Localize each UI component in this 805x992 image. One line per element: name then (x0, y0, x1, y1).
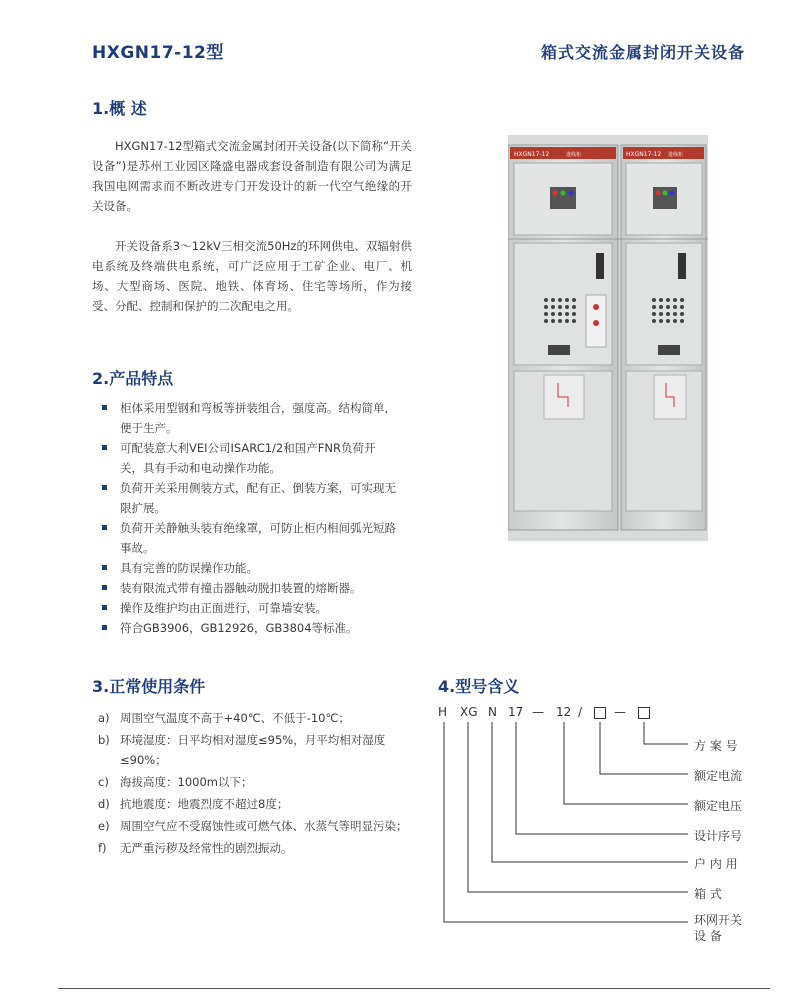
document-title: 箱式交流金属封闭开关设备 (540, 43, 745, 62)
condition-mark: b) (98, 733, 110, 747)
features-heading: 2.产品特点 (92, 369, 174, 388)
feature-item: 负荷开关静触头装有绝缘罩，可防止柜内相间弧光短路事故。 (98, 518, 398, 558)
label-equipment: 设 备 (694, 929, 722, 943)
condition-mark: c) (98, 775, 109, 789)
condition-mark: e) (98, 819, 110, 833)
condition-mark: f) (98, 841, 107, 855)
label-indoor: 户 内 用 (694, 857, 738, 871)
code-part-12: 12 (556, 705, 572, 719)
condition-mark: a) (98, 711, 110, 725)
right-nameplate: HXGN17-12 (626, 151, 662, 158)
label-box-type: 箱 式 (694, 887, 722, 901)
code-part-17: 17 (508, 705, 524, 719)
feature-item: 操作及维护均由正面进行，可靠墙安装。 (98, 598, 398, 618)
code-part-xg: XG (460, 705, 478, 719)
feature-item: 装有限流式带有撞击器触动脱扣装置的熔断器。 (98, 578, 398, 598)
condition-mark: d) (98, 797, 110, 811)
bottom-rule (58, 988, 770, 989)
code-part-n: N (488, 705, 497, 719)
condition-text: 海拔高度：1000m以下； (120, 775, 253, 789)
code-dash-1: — (532, 705, 544, 719)
code-slash: / (578, 705, 583, 719)
conditions-heading: 3.正常使用条件 (92, 677, 206, 696)
code-dash-2: — (614, 705, 626, 719)
overview-heading: 1.概 述 (92, 99, 147, 118)
feature-item: 具有完善的防误操作功能。 (98, 558, 398, 578)
model-header: HXGN17-12型 (92, 43, 224, 63)
label-scheme-number: 方 案 号 (694, 739, 738, 753)
overview-paragraph-2: 开关设备系3～12kV三相交流50Hz的环网供电、双辐射供电系统及终端供电系统，可广泛应用于工矿企业、电厂、机场、大型商场、医院、地铁、体育场、住宅等场所，作为接受、分配、控制和保护的二次配电之用。 (92, 239, 412, 313)
condition-text: 无严重污秽及经常性的剧烈振动。 (120, 841, 293, 855)
feature-item: 符合GB3906，GB12926，GB3804等标准。 (98, 618, 398, 638)
feature-item: 负荷开关采用侧装方式，配有正、倒装方案，可实现无限扩展。 (98, 478, 398, 518)
right-tag: 进线柜 (668, 152, 684, 158)
label-rated-current: 额定电流 (694, 769, 743, 783)
label-design-serial: 设计序号 (694, 829, 743, 843)
model-meaning-heading: 4.型号含义 (438, 677, 520, 696)
condition-text: 环境湿度：日平均相对湿度≤95%，月平均相对湿度≤90%； (120, 733, 386, 767)
label-rated-voltage: 额定电压 (694, 799, 743, 813)
label-ring-switch: 环网开关 (694, 913, 743, 927)
left-tag: 进线柜 (566, 152, 582, 158)
condition-text: 周围空气应不受腐蚀性或可燃气体、水蒸气等明显污染； (120, 819, 408, 833)
condition-text: 周围空气温度不高于+40℃、不低于-10℃； (120, 711, 350, 725)
condition-text: 抗地震度：地震烈度不超过8度； (120, 797, 289, 811)
overview-paragraph-1: HXGN17-12型箱式交流金属封闭开关设备(以下简称“开关设备”)是苏州工业园区隆盛电器成套设备制造有限公司为满足我国电网需求而不断改进专门开发设计的新一代空气绝缘的开关设备。 (92, 139, 412, 213)
left-nameplate: HXGN17-12 (514, 151, 550, 158)
code-part-h: H (438, 705, 448, 719)
feature-item: 可配装意大利VEI公司ISARC1/2和国产FNR负荷开关，具有手动和电动操作功能。 (98, 438, 398, 478)
feature-item: 柜体采用型钢和弯板等拼装组合，强度高。结构简单，便于生产。 (98, 398, 398, 438)
